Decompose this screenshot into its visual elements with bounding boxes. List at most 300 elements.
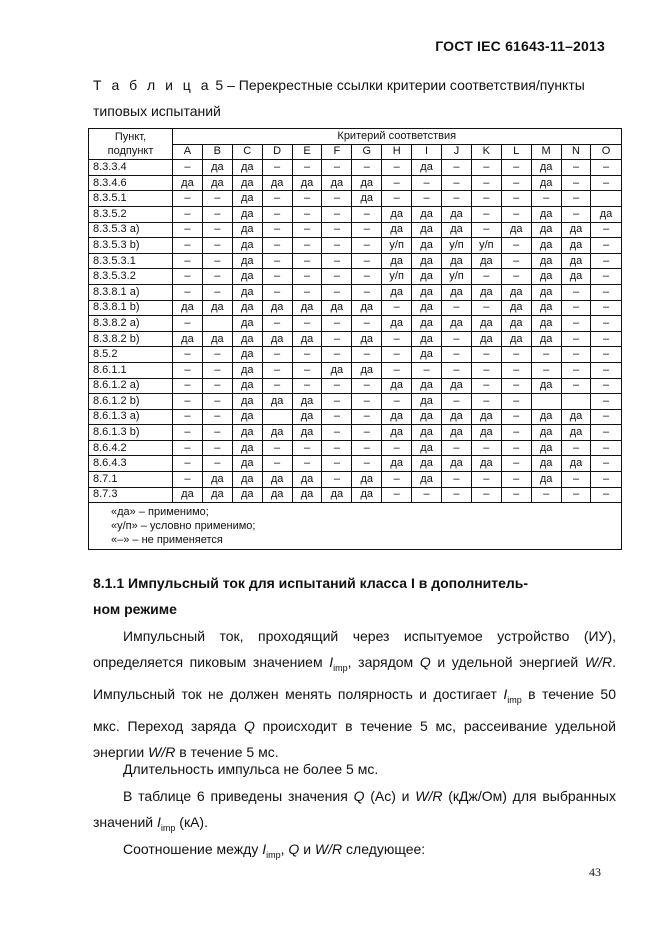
table-cell: – bbox=[352, 253, 382, 269]
table-cell: – bbox=[471, 440, 501, 456]
table-cell: да bbox=[531, 269, 561, 285]
table-cell: да bbox=[322, 300, 352, 316]
table-cell: да bbox=[232, 472, 262, 488]
symbol-wr: W/R bbox=[415, 788, 443, 804]
table-cell: да bbox=[412, 269, 442, 285]
table-cell: да bbox=[412, 425, 442, 441]
table-cell: – bbox=[591, 425, 621, 441]
table-cell: – bbox=[561, 472, 591, 488]
section-title-line2: ном режиме bbox=[93, 601, 177, 617]
text-run: следующее: bbox=[342, 841, 426, 857]
table-cell: – bbox=[591, 362, 621, 378]
table-cell: да bbox=[202, 300, 232, 316]
table-cell: – bbox=[322, 472, 352, 488]
table-cell: да bbox=[561, 253, 591, 269]
table-cell: – bbox=[471, 378, 501, 394]
table-cell: да bbox=[352, 191, 382, 207]
table-cell: – bbox=[501, 206, 531, 222]
table-cell: да bbox=[232, 316, 262, 332]
table-cell: – bbox=[322, 238, 352, 254]
row-label: 8.6.1.2 a) bbox=[89, 378, 173, 394]
table-cell: – bbox=[292, 222, 322, 238]
symbol-sub: imp bbox=[333, 662, 348, 673]
criteria-column-header: A bbox=[173, 144, 203, 160]
text-run: . Импульсный ток не должен менять полярность и достигает bbox=[93, 654, 617, 702]
table-cell: – bbox=[591, 238, 621, 254]
table-cell: да bbox=[501, 331, 531, 347]
table-cell: да bbox=[352, 472, 382, 488]
table-cell: – bbox=[352, 222, 382, 238]
table-cell: да bbox=[531, 206, 561, 222]
table-cell: – bbox=[173, 378, 203, 394]
table-cell: да bbox=[412, 253, 442, 269]
table-cell: да bbox=[531, 440, 561, 456]
table-cell: да bbox=[412, 394, 442, 410]
table-cell: да bbox=[412, 238, 442, 254]
table-cell: – bbox=[322, 425, 352, 441]
table-cell: – bbox=[501, 160, 531, 176]
symbol-i: I bbox=[503, 685, 508, 702]
table-cell: да bbox=[531, 238, 561, 254]
table-body bbox=[89, 160, 622, 503]
criteria-column-header: J bbox=[442, 144, 472, 160]
table-cell: – bbox=[501, 472, 531, 488]
table-cell: – bbox=[412, 487, 442, 503]
notes-row bbox=[89, 503, 622, 550]
table-cell: – bbox=[173, 472, 203, 488]
table-cell: – bbox=[292, 362, 322, 378]
table-cell: – bbox=[322, 378, 352, 394]
symbol-sub: imp bbox=[266, 849, 281, 860]
table-cell: да bbox=[292, 487, 322, 503]
symbol-sub: imp bbox=[507, 694, 522, 705]
symbol-i: I bbox=[262, 841, 267, 857]
table-cell: – bbox=[262, 269, 292, 285]
table-cell: – bbox=[352, 284, 382, 300]
table-cell: – bbox=[292, 269, 322, 285]
table-cell: да bbox=[232, 238, 262, 254]
table-cell: – bbox=[561, 347, 591, 363]
table-cell: – bbox=[352, 456, 382, 472]
table-cell: – bbox=[591, 284, 621, 300]
table-cell: – bbox=[173, 284, 203, 300]
table-cell: да bbox=[561, 456, 591, 472]
table-cell: – bbox=[442, 191, 472, 207]
table-cell: – bbox=[531, 487, 561, 503]
table-cell: да bbox=[471, 456, 501, 472]
table-row bbox=[89, 222, 622, 238]
table-cell: да bbox=[232, 347, 262, 363]
table-label: Т а б л и ц а bbox=[93, 77, 212, 93]
table-cell: – bbox=[442, 347, 472, 363]
table-row bbox=[89, 487, 622, 503]
table-cell: да bbox=[232, 284, 262, 300]
table-cell: – bbox=[352, 409, 382, 425]
table-cell: да bbox=[232, 253, 262, 269]
table-cell: – bbox=[591, 378, 621, 394]
table-row bbox=[89, 425, 622, 441]
table-cell: да bbox=[442, 409, 472, 425]
row-label: 8.3.8.1 b) bbox=[89, 300, 173, 316]
table-row bbox=[89, 409, 622, 425]
table-cell: да bbox=[173, 331, 203, 347]
table-row bbox=[89, 472, 622, 488]
symbol-wr: W/R bbox=[148, 743, 176, 760]
criteria-column-header: D bbox=[262, 144, 292, 160]
table-cell: да bbox=[262, 487, 292, 503]
table-cell: – bbox=[591, 394, 621, 410]
text-run: В таблице 6 приведены значения bbox=[123, 788, 354, 804]
table-cell: – bbox=[471, 191, 501, 207]
table-cell: да bbox=[173, 487, 203, 503]
criteria-column-header: F bbox=[322, 144, 352, 160]
table-cell: – bbox=[173, 160, 203, 176]
table-cell: да bbox=[531, 222, 561, 238]
table-cell: да bbox=[442, 284, 472, 300]
table-cell: – bbox=[382, 487, 412, 503]
table-cell: да bbox=[232, 300, 262, 316]
table-row bbox=[89, 362, 622, 378]
table-cell bbox=[591, 191, 621, 207]
table-cell: – bbox=[471, 300, 501, 316]
table-cell: – bbox=[382, 160, 412, 176]
table-cell: – bbox=[501, 253, 531, 269]
text-run: происходит в течение 5 мс, рассеивание удельной энергии bbox=[93, 717, 616, 760]
table-cell: – bbox=[501, 362, 531, 378]
text-run: , зарядом bbox=[347, 654, 420, 670]
table-cell: да bbox=[262, 331, 292, 347]
table-cell: да bbox=[352, 175, 382, 191]
table-cell: да bbox=[232, 206, 262, 222]
table-cell: – bbox=[262, 206, 292, 222]
row-label: 8.3.4.6 bbox=[89, 175, 173, 191]
text-run: (кА). bbox=[175, 814, 208, 830]
table-cell: да bbox=[591, 206, 621, 222]
table-cell: – bbox=[561, 191, 591, 207]
table-cell: – bbox=[591, 269, 621, 285]
table-cell: да bbox=[412, 222, 442, 238]
table-row bbox=[89, 300, 622, 316]
table-cell: – bbox=[412, 362, 442, 378]
cross-reference-table bbox=[88, 128, 622, 550]
table-cell: – bbox=[292, 238, 322, 254]
row-label: 8.3.5.2 bbox=[89, 206, 173, 222]
table-cell: – bbox=[322, 222, 352, 238]
table-row bbox=[89, 456, 622, 472]
table-cell: – bbox=[173, 222, 203, 238]
table-cell: да bbox=[382, 206, 412, 222]
table-cell: у/п bbox=[442, 238, 472, 254]
table-cell: да bbox=[412, 409, 442, 425]
table-cell: да bbox=[412, 331, 442, 347]
table-cell: – bbox=[202, 222, 232, 238]
table-cell: – bbox=[322, 409, 352, 425]
table-cell: да bbox=[442, 378, 472, 394]
table-cell: – bbox=[292, 160, 322, 176]
table-cell: у/п bbox=[471, 238, 501, 254]
table-cell: – bbox=[322, 253, 352, 269]
row-label: 8.5.2 bbox=[89, 347, 173, 363]
table-cell: да bbox=[531, 409, 561, 425]
table-cell: да bbox=[232, 191, 262, 207]
table-cell: да bbox=[501, 300, 531, 316]
table-cell: – bbox=[561, 362, 591, 378]
table-cell: да bbox=[292, 331, 322, 347]
table-cell: да bbox=[232, 409, 262, 425]
table-title-line1: – Перекрестные ссылки критерии соответствия/пункты bbox=[227, 77, 585, 93]
table-cell: – bbox=[352, 394, 382, 410]
table-cell: – bbox=[501, 425, 531, 441]
table-title-line2: типовых испытаний bbox=[93, 103, 221, 119]
paragraph-table6-ref bbox=[93, 783, 616, 841]
table-cell: – bbox=[531, 362, 561, 378]
table-cell: у/п bbox=[382, 269, 412, 285]
table-cell: – bbox=[561, 160, 591, 176]
paragraph-duration: Длительность импульса не более 5 мс. bbox=[123, 761, 379, 777]
table-cell: – bbox=[173, 253, 203, 269]
table-cell: – bbox=[442, 331, 472, 347]
criteria-column-header: M bbox=[531, 144, 561, 160]
table-cell: да bbox=[442, 253, 472, 269]
table-cell: – bbox=[352, 269, 382, 285]
table-cell: – bbox=[352, 425, 382, 441]
table-cell: да bbox=[352, 300, 382, 316]
table-cell: да bbox=[232, 222, 262, 238]
table-cell: – bbox=[173, 347, 203, 363]
table-cell: да bbox=[531, 284, 561, 300]
table-cell: – bbox=[382, 472, 412, 488]
table-cell: – bbox=[173, 394, 203, 410]
table-cell: – bbox=[471, 222, 501, 238]
table-notes bbox=[89, 503, 622, 550]
table-cell: – bbox=[262, 456, 292, 472]
row-label: 8.3.5.3 a) bbox=[89, 222, 173, 238]
table-cell: у/п bbox=[382, 238, 412, 254]
criteria-column-header: K bbox=[471, 144, 501, 160]
table-cell bbox=[561, 394, 591, 410]
table-cell: – bbox=[322, 160, 352, 176]
table-cell: – bbox=[501, 238, 531, 254]
table-cell: – bbox=[262, 316, 292, 332]
table-row bbox=[89, 284, 622, 300]
table-cell: – bbox=[501, 409, 531, 425]
table-cell: да bbox=[232, 425, 262, 441]
table-cell: – bbox=[591, 253, 621, 269]
table-cell: – bbox=[202, 409, 232, 425]
table-cell: – bbox=[202, 425, 232, 441]
table-cell: – bbox=[471, 487, 501, 503]
text-run: и удельной энергией bbox=[430, 654, 585, 670]
table-cell: – bbox=[262, 191, 292, 207]
table-cell: – bbox=[501, 191, 531, 207]
table-cell: – bbox=[292, 440, 322, 456]
table-cell: – bbox=[561, 300, 591, 316]
table-cell: у/п bbox=[442, 269, 472, 285]
table-cell: да bbox=[412, 206, 442, 222]
table-cell: да bbox=[412, 316, 442, 332]
text-run: в течение 5 мс. bbox=[175, 743, 279, 760]
table-cell: – bbox=[202, 238, 232, 254]
table-cell: – bbox=[352, 347, 382, 363]
table-cell: – bbox=[501, 487, 531, 503]
table-cell: да bbox=[232, 331, 262, 347]
table-cell: – bbox=[561, 316, 591, 332]
table-cell: да bbox=[531, 378, 561, 394]
table-row bbox=[89, 175, 622, 191]
table-cell: – bbox=[322, 394, 352, 410]
criteria-column-header: N bbox=[561, 144, 591, 160]
note-line: «–» – не применяется bbox=[111, 534, 223, 547]
table-cell: – bbox=[591, 300, 621, 316]
table-cell: да bbox=[382, 284, 412, 300]
table-caption bbox=[93, 72, 613, 98]
table-cell: – bbox=[591, 175, 621, 191]
table-cell: – bbox=[382, 191, 412, 207]
table-cell: да bbox=[412, 347, 442, 363]
table-cell: – bbox=[202, 284, 232, 300]
table-cell: – bbox=[173, 206, 203, 222]
table-cell: да bbox=[262, 394, 292, 410]
table-cell: да bbox=[352, 331, 382, 347]
table-row bbox=[89, 394, 622, 410]
row-label: 8.7.1 bbox=[89, 472, 173, 488]
table-cell: да bbox=[442, 456, 472, 472]
table-cell: – bbox=[382, 300, 412, 316]
table-cell: – bbox=[262, 362, 292, 378]
table-cell: – bbox=[591, 487, 621, 503]
table-cell: да bbox=[232, 269, 262, 285]
table-number: 5 bbox=[215, 77, 224, 93]
table-cell: – bbox=[202, 456, 232, 472]
table-cell: да bbox=[292, 300, 322, 316]
text-run: (Ас) и bbox=[364, 788, 416, 804]
table-cell: – bbox=[202, 206, 232, 222]
table-cell: – bbox=[442, 472, 472, 488]
table-cell: – bbox=[202, 362, 232, 378]
table-cell: – bbox=[531, 347, 561, 363]
table-cell: – bbox=[591, 472, 621, 488]
table-cell: да bbox=[501, 284, 531, 300]
table-cell: да bbox=[412, 160, 442, 176]
table-cell: – bbox=[501, 440, 531, 456]
symbol-q: Q bbox=[353, 788, 365, 804]
table-cell: – bbox=[442, 300, 472, 316]
table-cell: да bbox=[352, 487, 382, 503]
table-cell: – bbox=[471, 347, 501, 363]
table-cell: да bbox=[412, 378, 442, 394]
table-cell: – bbox=[262, 222, 292, 238]
table-cell: да bbox=[262, 300, 292, 316]
table-cell: – bbox=[382, 175, 412, 191]
table-cell: да bbox=[322, 487, 352, 503]
table-cell: – bbox=[501, 269, 531, 285]
table-cell bbox=[262, 409, 292, 425]
table-cell: да bbox=[471, 425, 501, 441]
table-cell: да bbox=[352, 362, 382, 378]
table-cell: – bbox=[262, 347, 292, 363]
table-cell: да bbox=[292, 472, 322, 488]
table-cell: – bbox=[173, 191, 203, 207]
table-row bbox=[89, 440, 622, 456]
table-row bbox=[89, 238, 622, 254]
table-cell: да bbox=[232, 378, 262, 394]
row-label: 8.3.8.1 a) bbox=[89, 284, 173, 300]
table-cell: – bbox=[322, 316, 352, 332]
table-cell: – bbox=[442, 487, 472, 503]
table-cell: да bbox=[412, 284, 442, 300]
table-cell bbox=[531, 394, 561, 410]
table-cell: – bbox=[352, 206, 382, 222]
table-cell: – bbox=[262, 160, 292, 176]
note-line: «у/п» – условно применимо; bbox=[111, 520, 256, 533]
table-cell: – bbox=[531, 191, 561, 207]
table-cell: – bbox=[173, 238, 203, 254]
table-cell: – bbox=[292, 191, 322, 207]
symbol-q: Q bbox=[419, 654, 431, 670]
table-cell: – bbox=[173, 362, 203, 378]
table-cell: – bbox=[173, 269, 203, 285]
table-cell: да bbox=[412, 472, 442, 488]
paragraph-relation bbox=[93, 836, 616, 868]
table-row bbox=[89, 347, 622, 363]
note-line: «да» – применимо; bbox=[111, 506, 209, 519]
row-label: 8.3.3.4 bbox=[89, 160, 173, 176]
table-cell: – bbox=[501, 175, 531, 191]
row-label: 8.3.5.1 bbox=[89, 191, 173, 207]
table-cell: – bbox=[292, 253, 322, 269]
row-label: 8.3.5.3.2 bbox=[89, 269, 173, 285]
table-cell: да bbox=[382, 222, 412, 238]
table-cell: – bbox=[352, 440, 382, 456]
table-cell: да bbox=[442, 316, 472, 332]
table-cell: да bbox=[232, 487, 262, 503]
table-cell: – bbox=[322, 456, 352, 472]
table-row bbox=[89, 160, 622, 176]
point-header-line1: Пункт, bbox=[114, 131, 147, 144]
table-cell: – bbox=[591, 222, 621, 238]
point-header-line2: подпункт bbox=[107, 145, 154, 158]
table-cell: – bbox=[382, 394, 412, 410]
table-cell: – bbox=[471, 472, 501, 488]
table-cell: – bbox=[561, 440, 591, 456]
table-cell: да bbox=[412, 300, 442, 316]
table-cell: да bbox=[471, 316, 501, 332]
table-cell: – bbox=[202, 253, 232, 269]
row-label: 8.3.5.3 b) bbox=[89, 238, 173, 254]
table-cell: – bbox=[591, 331, 621, 347]
row-label: 8.6.4.3 bbox=[89, 456, 173, 472]
table-cell: – bbox=[591, 456, 621, 472]
table-cell: да bbox=[501, 222, 531, 238]
row-label: 8.6.1.3 b) bbox=[89, 425, 173, 441]
table-cell bbox=[202, 316, 232, 332]
table-cell: да bbox=[382, 409, 412, 425]
table-cell: – bbox=[591, 347, 621, 363]
table-cell: – bbox=[352, 238, 382, 254]
criteria-header: Критерий соответствия bbox=[173, 129, 622, 145]
table-cell: – bbox=[501, 456, 531, 472]
text-run: (кДж/Ом) для выбранных значений bbox=[93, 788, 616, 830]
table-cell: – bbox=[442, 175, 472, 191]
table-cell: – bbox=[202, 269, 232, 285]
table-cell: – bbox=[262, 238, 292, 254]
criteria-column-header: G bbox=[352, 144, 382, 160]
table-cell: да bbox=[561, 409, 591, 425]
table-cell: да bbox=[471, 409, 501, 425]
table-cell: да bbox=[262, 175, 292, 191]
table-cell: да bbox=[531, 472, 561, 488]
symbol-q: Q bbox=[244, 717, 255, 734]
